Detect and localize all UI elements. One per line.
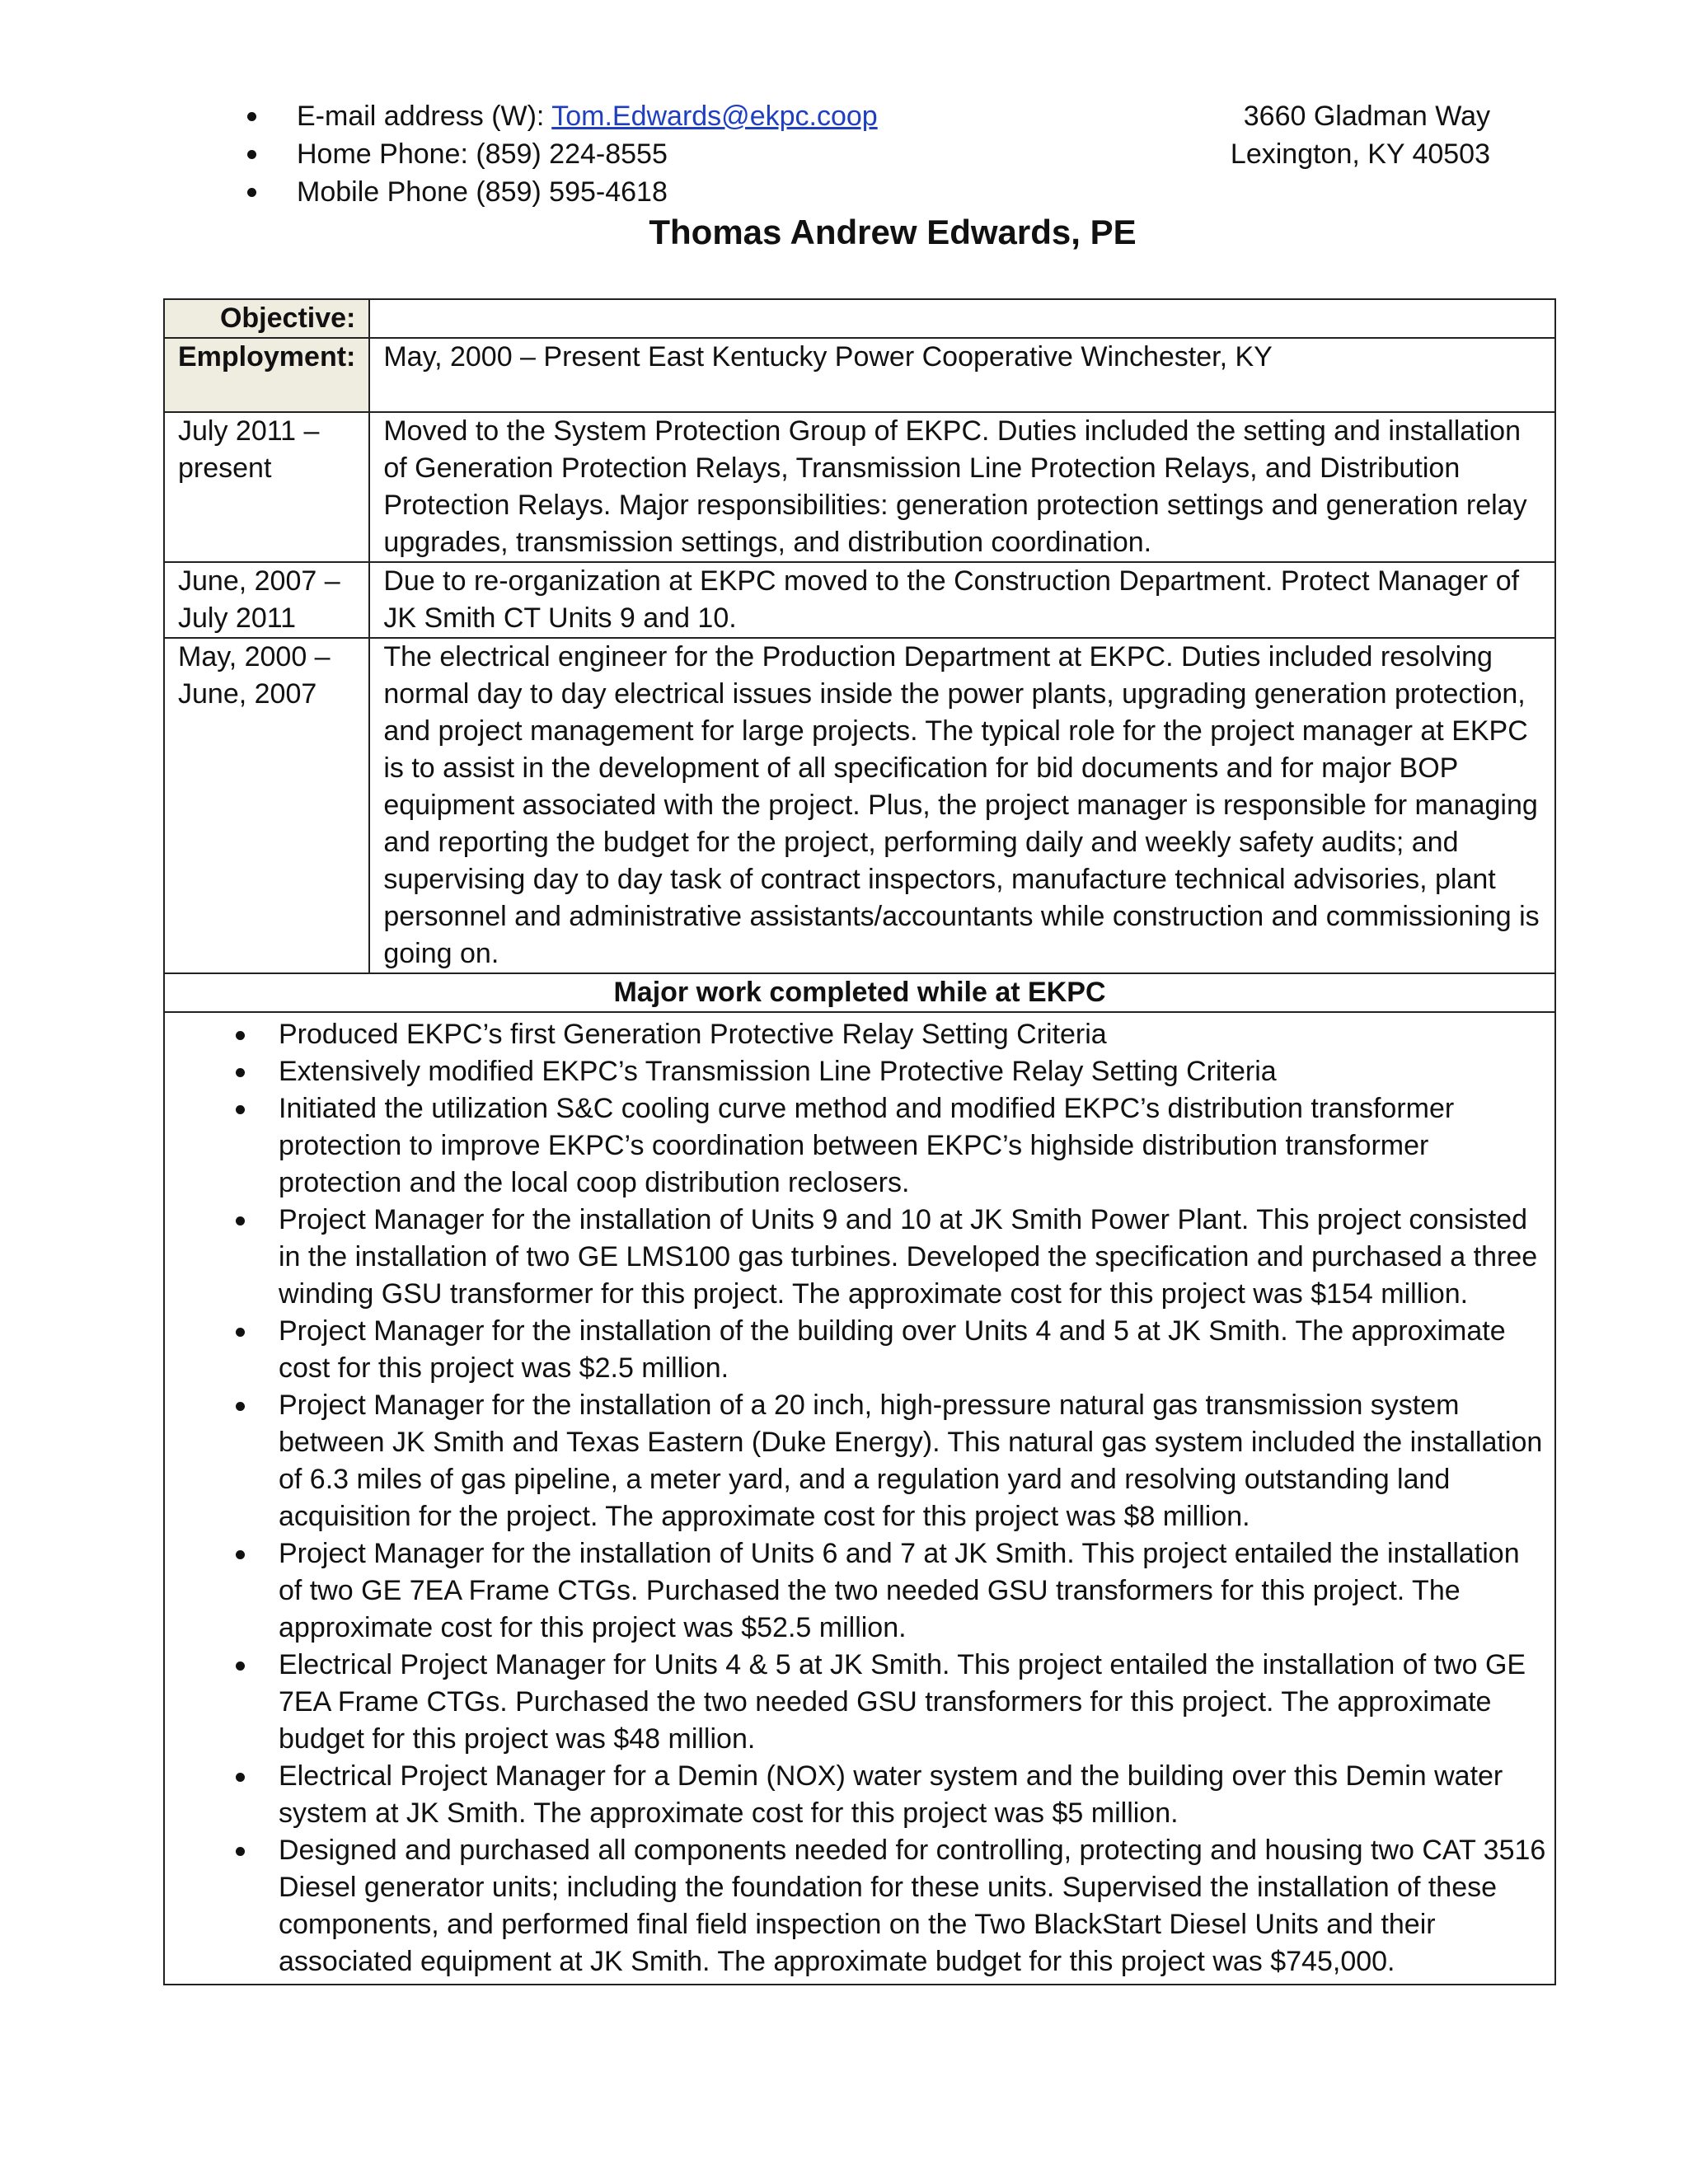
list-item-text: Extensively modified EKPC’s Transmission Line Protective Relay Setting Criteria	[279, 1056, 1277, 1087]
list-item-text: Electrical Project Manager for Units 4 & 5 at JK Smith. This project entailed the installation of two GE 7EA Frame CTGs. Purchased the two needed GSU transformers for this project. The approximate budget for this project was $48 million.	[279, 1649, 1526, 1755]
list-item-text: Produced EKPC’s first Generation Protective Relay Setting Criteria	[279, 1019, 1107, 1050]
contact-mobile-phone-label: Mobile Phone (859) 595-4618	[297, 176, 668, 208]
list-item	[165, 1053, 1546, 1090]
list-item-text: Initiated the utilization S&C cooling curve method and modified EKPC’s distribution transformer protection to improve EKPC’s coordination between EKPC’s highside distribution transformer protection and the local coop distribution reclosers.	[279, 1093, 1455, 1198]
list-item	[165, 1090, 1546, 1202]
bullet-icon	[236, 1773, 245, 1782]
bullet-icon	[247, 112, 256, 121]
major-work-row	[164, 1012, 1555, 1985]
position-row	[164, 562, 1555, 638]
address-line-1: 3660 Gladman Way	[1243, 101, 1490, 132]
employment-value: May, 2000 – Present East Kentucky Power Cooperative Winchester, KY	[369, 338, 1555, 412]
bullet-icon	[236, 1105, 245, 1114]
position-description: Moved to the System Protection Group of EKPC. Duties included the setting and installation of Generation Protection Relays, Transmission Line Protection Relays, and Distribution Protection Relays. Major responsibilities: generation protection settings and generation relay upgrades, transmission settings, and distribution coordination.	[369, 412, 1555, 562]
position-description: Due to re-organization at EKPC moved to the Construction Department. Protect Manager of JK Smith CT Units 9 and 10.	[369, 562, 1555, 638]
address-line-2: Lexington, KY 40503	[1230, 138, 1490, 170]
bullet-icon	[236, 1068, 245, 1077]
objective-label: Objective:	[164, 299, 369, 338]
bullet-icon	[236, 1550, 245, 1559]
bullet-icon	[236, 1402, 245, 1411]
list-item-text: Project Manager for the installation of the building over Units 4 and 5 at JK Smith. The approximate cost for this project was $2.5 million.	[279, 1315, 1506, 1384]
list-item	[165, 1647, 1546, 1758]
resume-table	[163, 298, 1556, 1985]
major-work-heading-row	[164, 973, 1555, 1012]
resume-name: Thomas Andrew Edwards, PE	[649, 213, 1137, 251]
bullet-icon	[236, 1216, 245, 1226]
bullet-icon	[236, 1328, 245, 1337]
position-period: May, 2000 – June, 2007	[164, 638, 369, 973]
contact-email-label: E-mail address (W):	[297, 101, 552, 132]
list-item	[165, 1313, 1546, 1387]
position-row	[164, 638, 1555, 973]
contact-list	[247, 97, 878, 211]
bullet-icon	[236, 1031, 245, 1040]
objective-value	[369, 299, 1555, 338]
employment-label: Employment:	[164, 338, 369, 412]
position-description: The electrical engineer for the Production Department at EKPC. Duties included resolving normal day to day electrical issues inside the power plants, upgrading generation protection, and project management for large projects. The typical role for the project manager at EKPC is to assist in the development of all specification for bid documents and for major BOP equipment associated with the project. Plus, the project manager is responsible for managing and reporting the budget for the project, performing daily and weekly safety audits; and supervising day to day task of contract inspectors, manufacture technical advisories, plant personnel and administrative assistants/accountants while construction and commissioning is going on.	[369, 638, 1555, 973]
contact-mobile-phone	[247, 173, 878, 211]
email-link[interactable]: Tom.Edwards@ekpc.coop	[551, 101, 878, 132]
list-item	[165, 1832, 1546, 1980]
bullet-icon	[236, 1661, 245, 1671]
major-work-list	[165, 1016, 1546, 1980]
list-item-text: Project Manager for the installation of a 20 inch, high-pressure natural gas transmission system between JK Smith and Texas Eastern (Duke Energy). This natural gas system included the installation of 6.3 miles of gas pipeline, a meter yard, and a regulation yard and resolving outstanding land acquisition for the project. The approximate cost for this project was $8 million.	[279, 1390, 1543, 1532]
contact-home-phone-label: Home Phone: (859) 224-8555	[297, 138, 668, 170]
list-item	[165, 1535, 1546, 1647]
position-row	[164, 412, 1555, 562]
list-item-text: Designed and purchased all components needed for controlling, protecting and housing two CAT 3516 Diesel generator units; including the foundation for these units. Supervised the installation of these components, and performed final field inspection on the Two BlackStart Diesel Units and their associated equipment at JK Smith. The approximate budget for this project was $745,000.	[279, 1835, 1546, 1977]
list-item	[165, 1758, 1546, 1832]
list-item-text: Project Manager for the installation of Units 9 and 10 at JK Smith Power Plant. This project consisted in the installation of two GE LMS100 gas turbines. Developed the specification and purchased a three winding GSU transformer for this project. The approximate cost for this project was $154 million.	[279, 1204, 1538, 1310]
major-work-heading: Major work completed while at EKPC	[164, 973, 1555, 1012]
contact-home-phone	[247, 135, 878, 173]
list-item	[165, 1016, 1546, 1053]
bullet-icon	[247, 150, 256, 159]
list-item	[165, 1202, 1546, 1313]
objective-row	[164, 299, 1555, 338]
position-period: June, 2007 – July 2011	[164, 562, 369, 638]
position-period: July 2011 – present	[164, 412, 369, 562]
list-item	[165, 1387, 1546, 1535]
list-item-text: Project Manager for the installation of Units 6 and 7 at JK Smith. This project entailed the installation of two GE 7EA Frame CTGs. Purchased the two needed GSU transformers for this project. The approximate cost for this project was $52.5 million.	[279, 1538, 1520, 1643]
list-item-text: Electrical Project Manager for a Demin (NOX) water system and the building over this Demin water system at JK Smith. The approximate cost for this project was $5 million.	[279, 1760, 1503, 1829]
bullet-icon	[247, 188, 256, 197]
bullet-icon	[236, 1847, 245, 1856]
major-work-cell	[164, 1012, 1555, 1985]
contact-email	[247, 97, 878, 135]
mailing-address	[1231, 97, 1490, 173]
employment-row	[164, 338, 1555, 412]
